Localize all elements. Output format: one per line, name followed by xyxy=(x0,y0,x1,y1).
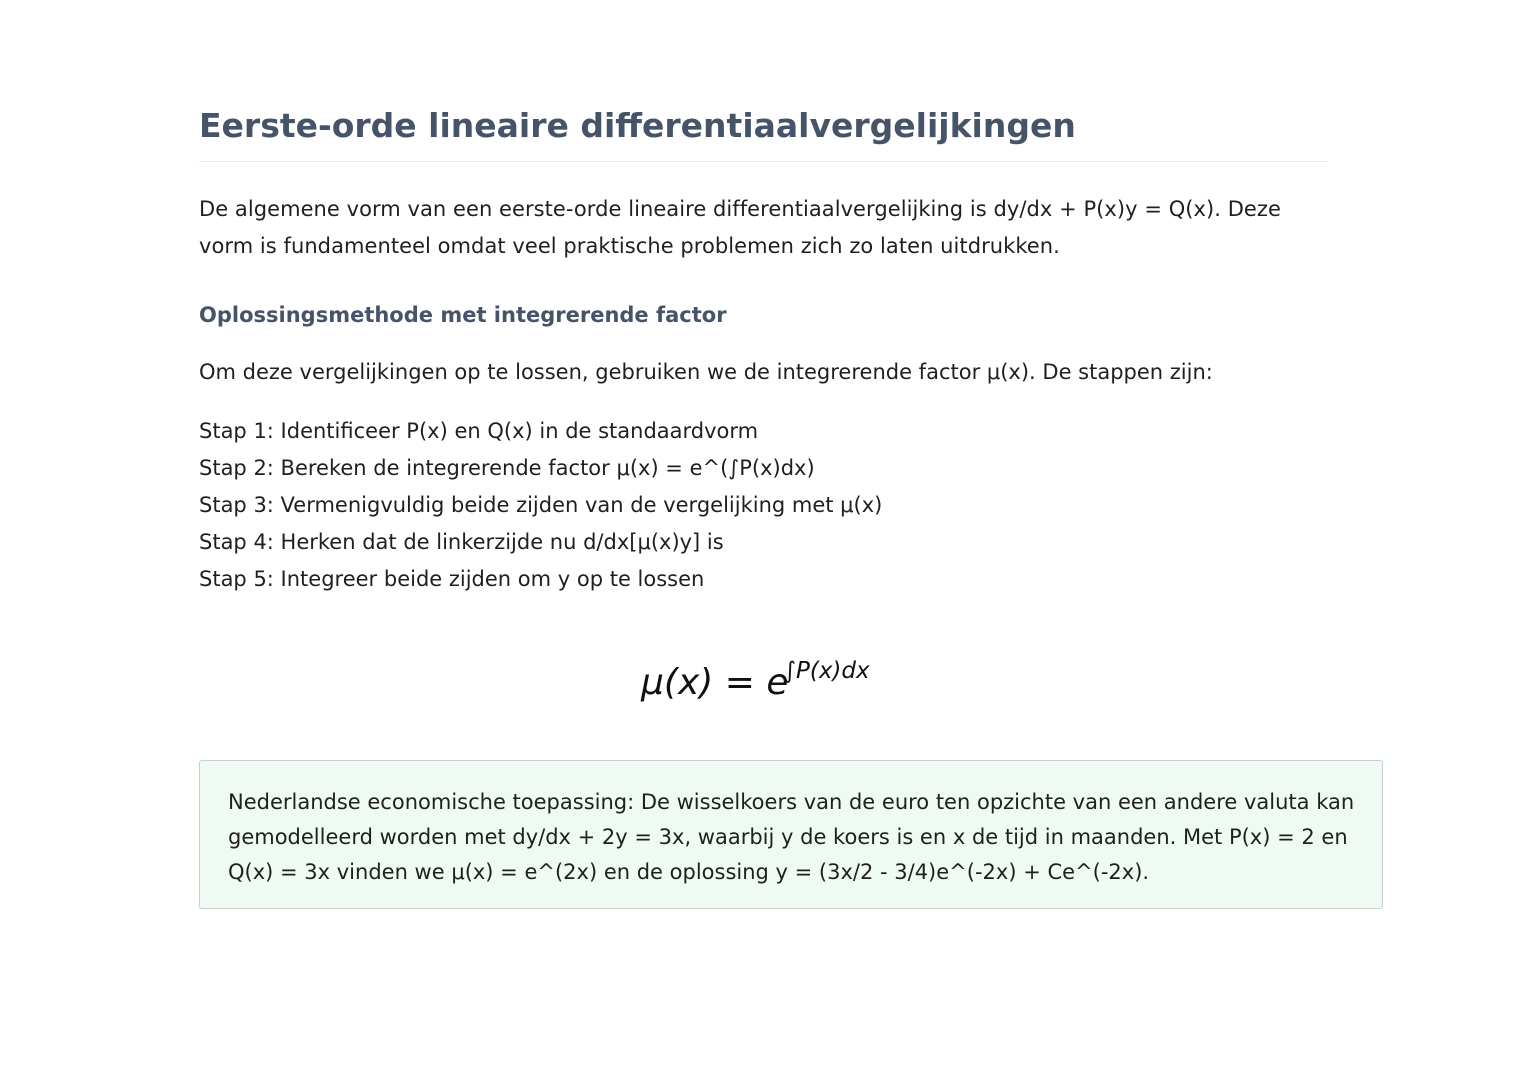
section-heading: Oplossingsmethode met integrerende factor xyxy=(199,303,727,327)
step-item: Stap 1: Identificeer P(x) en Q(x) in de standaardvorm xyxy=(199,419,759,443)
application-callout xyxy=(199,760,1383,909)
steps-list xyxy=(199,413,882,598)
callout-text: Nederlandse economische toepassing: De wisselkoers van de euro ten opzichte van een andere valuta kan gemodelleerd worden met dy/dx + 2y = 3x, waarbij y de koers is en x de tijd in maanden. Met P(x) = 2 en Q(x) = 3x vinden we μ(x) = e^(2x) en de oplossing y = (3x/2 - 3/4)e^(-2x) + Ce^(-2x). xyxy=(228,790,1355,884)
integrating-factor-formula xyxy=(641,648,901,718)
formula-lhs: μ(x) = e xyxy=(641,662,789,703)
step-item: Stap 5: Integreer beide zijden om y op te lossen xyxy=(199,567,705,591)
intro-paragraph: De algemene vorm van een eerste-orde lineaire differentiaalvergelijking is dy/dx + P(x)y = Q(x). Deze vorm is fundamenteel omdat veel praktische problemen zich zo laten uitdrukken. xyxy=(199,197,1281,258)
page-title: Eerste-orde lineaire differentiaalvergelijkingen xyxy=(199,106,1076,145)
lead-paragraph: Om deze vergelijkingen op te lossen, gebruiken we de integrerende factor μ(x). De stappen zijn: xyxy=(199,360,1213,384)
formula-exponent: ∫P(x)dx xyxy=(784,658,870,684)
step-item: Stap 4: Herken dat de linkerzijde nu d/dx[μ(x)y] is xyxy=(199,530,724,554)
step-item: Stap 2: Bereken de integrerende factor μ(x) = e^(∫P(x)dx) xyxy=(199,456,815,480)
formula-graphic xyxy=(641,648,901,718)
title-divider xyxy=(199,161,1328,162)
step-item: Stap 3: Vermenigvuldig beide zijden van de vergelijking met μ(x) xyxy=(199,493,883,517)
